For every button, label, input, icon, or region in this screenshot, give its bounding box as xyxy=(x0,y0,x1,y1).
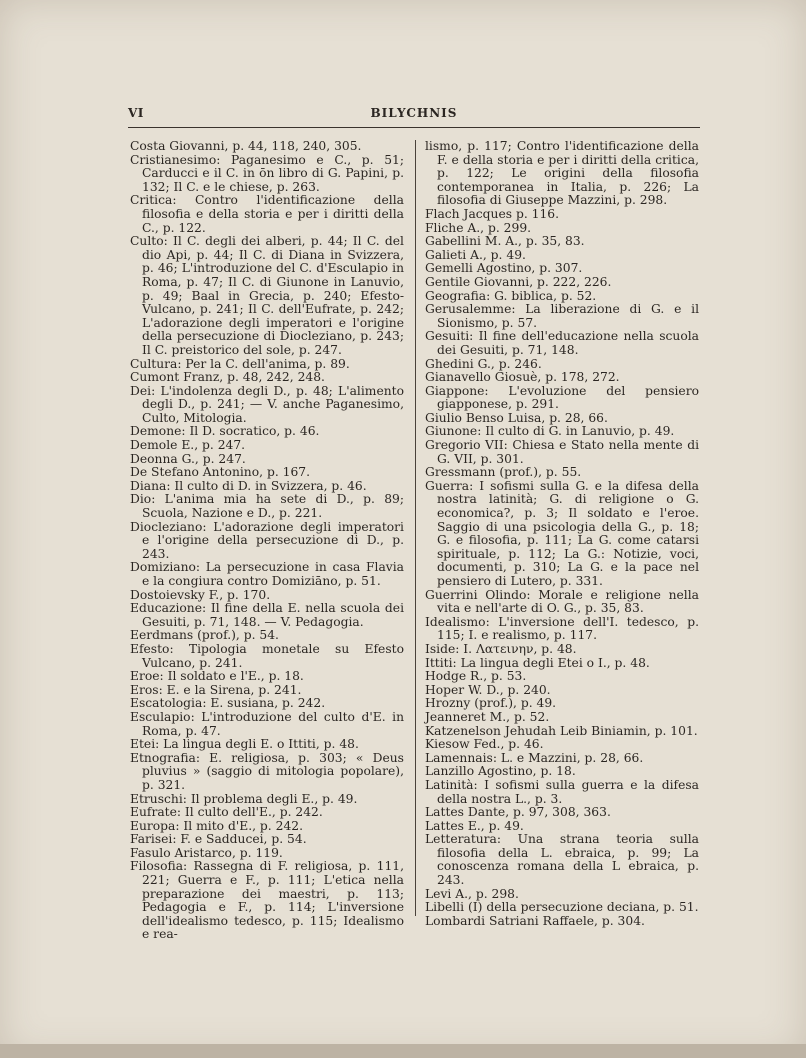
index-entry: Culto: Il C. degli dei alberi, p. 44; Il C. del dio Api, p. 44; Il C. di Diana in Svizzera, p. 46; L'introduzione del C. d'Esculapio in Roma, p. 47; Il C. di Giunone in Lanuvio, p. 49; Baal in Grecia, p. 240; Efesto-Vulcano, p. 241; Il C. dell'Eufrate, p. 242; L'adorazione degli imperatori e l'origine della persecuzione di Diocleziano, p. 243; Il C. preistorico del sole, p. 247. xyxy=(130,234,404,357)
index-entry: Giunone: Il culto di G. in Lanuvio, p. 49. xyxy=(425,424,675,439)
index-entry: Filosofia: Rassegna di F. religiosa, p. 111, 221; Guerra e F., p. 111; L'etica nella preparazione dei maestri, p. 113; Pedagogia e F., p. 114; L'inversione dell'idealismo tedesco, p. 115; Idealismo e rea- xyxy=(130,859,404,942)
index-entry: Hoper W. D., p. 240. xyxy=(425,682,551,697)
index-entry: Galieti A., p. 49. xyxy=(425,247,526,262)
index-entry: Jeanneret M., p. 52. xyxy=(425,709,550,724)
index-entry: Lamennais: L. e Mazzini, p. 28, 66. xyxy=(425,750,644,765)
index-entry: Eerdmans (prof.), p. 54. xyxy=(130,628,279,643)
index-entry: Deonna G., p. 247. xyxy=(130,451,246,466)
index-entry: Cristianesimo: Paganesimo e C., p. 51; Carducci e il C. in ōn libro di G. Papini, p. 132; Il C. e le chiese, p. 263. xyxy=(130,152,404,194)
index-entry: Ghedini G., p. 246. xyxy=(425,356,542,371)
index-entry: Farisei: F. e Sadducei, p. 54. xyxy=(130,832,307,847)
index-entry: Lattes Dante, p. 97, 308, 363. xyxy=(425,805,611,820)
index-entry: Iside: I. Λατεινην, p. 48. xyxy=(425,641,577,656)
index-entry: Fliche A., p. 299. xyxy=(425,220,532,235)
page-bottom-edge xyxy=(0,1044,806,1058)
index-entry: Eros: E. e la Sirena, p. 241. xyxy=(130,682,302,697)
index-entry: Diocleziano: L'adorazione degli imperatori e l'origine della persecuzione di D., p. 243. xyxy=(130,519,404,561)
index-entry: Hodge R., p. 53. xyxy=(425,669,527,684)
index-entry: Diana: Il culto di D. in Svizzera, p. 46. xyxy=(130,478,367,493)
index-column-left xyxy=(130,140,404,942)
index-entry: Giappone: L'evoluzione del pensiero giapponese, p. 291. xyxy=(425,383,699,412)
index-entry: Latinità: I sofismi sulla guerra e la difesa della nostra L., p. 3. xyxy=(425,777,699,806)
index-entry: Etruschi: Il problema degli E., p. 49. xyxy=(130,791,358,806)
index-entry: Idealismo: L'inversione dell'I. tedesco, p. 115; I. e realismo, p. 117. xyxy=(425,614,699,643)
index-entry: Dio: L'anima mia ha sete di D., p. 89; Scuola, Nazione e D., p. 221. xyxy=(130,492,404,521)
index-entry: Gemelli Agostino, p. 307. xyxy=(425,261,583,276)
index-entry: Educazione: Il fine della E. nella scuola dei Gesuiti, p. 71, 148. — V. Pedagogia. xyxy=(130,601,404,629)
index-entry: Gesuiti: Il fine dell'educazione nella scuola dei Gesuiti, p. 71, 148. xyxy=(425,329,699,357)
index-entry: Esculapio: L'introduzione del culto d'E. in Roma, p. 47. xyxy=(130,709,404,738)
index-entry: Hrozny (prof.), p. 49. xyxy=(425,696,557,711)
index-column-right xyxy=(425,140,699,928)
index-entry: Domiziano: La persecuzione in casa Flavia e la congiura contro Domiziāno, p. 51. xyxy=(130,560,404,588)
index-entry: Levi A., p. 298. xyxy=(425,886,519,901)
index-entry: Lanzillo Agostino, p. 18. xyxy=(425,764,576,779)
index-entry: Lattes E., p. 49. xyxy=(425,818,524,833)
index-entry: Giulio Benso Luisa, p. 28, 66. xyxy=(425,410,608,425)
index-entry: Europa: Il mito d'E., p. 242. xyxy=(130,818,304,833)
index-entry: Fasulo Aristarco, p. 119. xyxy=(130,845,283,860)
index-entry: Guerrini Olindo: Morale e religione nella vita e nell'arte di O. G., p. 35, 83. xyxy=(425,587,699,616)
index-entry: Gressmann (prof.), p. 55. xyxy=(425,465,582,480)
index-entry: Escatologia: E. susiana, p. 242. xyxy=(130,696,326,711)
index-entry: Eufrate: Il culto dell'E., p. 242. xyxy=(130,805,323,820)
index-entry: Gerusalemme: La liberazione di G. e il Sionismo, p. 57. xyxy=(425,302,699,330)
index-entry: Demone: Il D. socratico, p. 46. xyxy=(130,424,320,439)
index-entry: Gianavello Giosuè, p. 178, 272. xyxy=(425,370,620,385)
index-entry: Ittiti: La lingua degli Etei o I., p. 48. xyxy=(425,655,650,670)
page-header xyxy=(128,106,700,124)
index-entry: Cultura: Per la C. dell'anima, p. 89. xyxy=(130,356,350,371)
index-entry: Etei: La lingua degli E. o Ittiti, p. 48. xyxy=(130,737,359,752)
index-entry: Katzenelson Jehudah Leib Biniamin, p. 101. xyxy=(425,723,698,738)
index-entry: Efesto: Tipologia monetale su Efesto Vulcano, p. 241. xyxy=(130,641,404,670)
index-entry-continuation: lismo, p. 117; Contro l'identificazione della F. e della storia e per i diritti della critica, p. 122; Le origini della filosofia contemporanea in Italia, p. 226; La filosofia di Giuseppe Mazzini, p. 298. xyxy=(425,139,699,208)
index-entry: Geografia: G. biblica, p. 52. xyxy=(425,288,597,303)
index-entry: Gabellini M. A., p. 35, 83. xyxy=(425,234,585,249)
index-entry: Etnografia: E. religiosa, p. 303; « Deus pluvius » (saggio di mitologia popolare), p. 321. xyxy=(130,750,404,792)
index-entry: Eroe: Il soldato e l'E., p. 18. xyxy=(130,669,304,684)
index-entry: Demole E., p. 247. xyxy=(130,438,246,453)
index-entry: Kiesow Fed., p. 46. xyxy=(425,737,544,752)
index-entry: Gregorio VII: Chiesa e Stato nella mente di G. VII, p. 301. xyxy=(425,438,699,466)
index-entry: Flach Jacques p. 116. xyxy=(425,206,560,221)
index-entry: Critica: Contro l'identificazione della filosofia e della storia e per i diritti della C., p. 122. xyxy=(130,193,404,235)
index-entry: Lombardi Satriani Raffaele, p. 304. xyxy=(425,913,645,928)
header-rule xyxy=(128,127,700,128)
index-entry: Letteratura: Una strana teoria sulla filosofia della L. ebraica, p. 99; La conoscenza romana della L ebraica, p. 243. xyxy=(425,832,699,888)
page-number: VI xyxy=(128,106,144,120)
index-entry: Dostoievsky F., p. 170. xyxy=(130,587,271,602)
index-entry: Guerra: I sofismi sulla G. e la difesa della nostra latinità; G. di religione o G. economica?, p. 3; Il soldato e l'eroe. Saggio di una psicologia della G., p. 18; G. e filosofia, p. 111; La G. come catarsi spirituale, p. 112; La G.: Notizie, voci, documenti, p. 310; La G. e la pace nel pensiero di Lutero, p. 331. xyxy=(425,478,699,588)
index-entry: Libelli (I) della persecuzione deciana, p. 51. xyxy=(425,900,699,915)
column-divider xyxy=(415,140,416,916)
index-entry: Dei: L'indolenza degli D., p. 48; L'alimento degli D., p. 241; — V. anche Paganesimo, Culto, Mitologia. xyxy=(130,383,404,425)
index-entry: Costa Giovanni, p. 44, 118, 240, 305. xyxy=(130,139,362,153)
journal-title: BILYCHNIS xyxy=(370,106,458,120)
index-entry: Gentile Giovanni, p. 222, 226. xyxy=(425,274,612,289)
index-entry: Cumont Franz, p. 48, 242, 248. xyxy=(130,370,325,385)
index-entry: De Stefano Antonino, p. 167. xyxy=(130,465,311,480)
